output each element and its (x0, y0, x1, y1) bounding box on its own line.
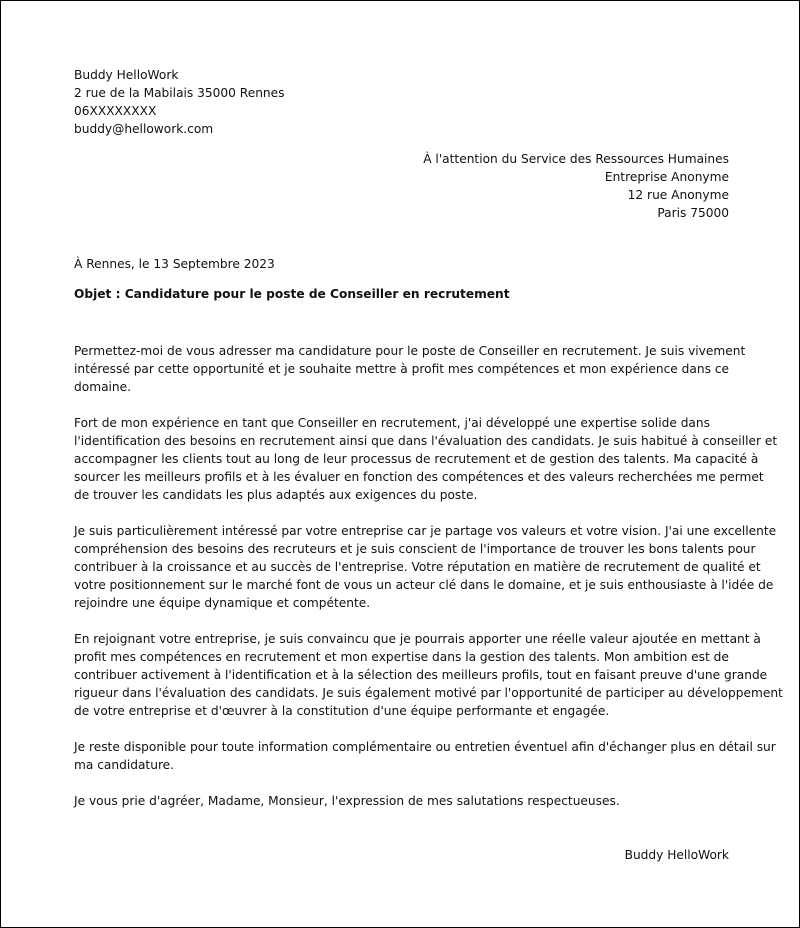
paragraph-line: Je reste disponible pour toute information complémentaire ou entretien éventuel afin d'échanger plus en détail sur (74, 740, 776, 754)
sender-name: Buddy HelloWork (74, 68, 179, 82)
paragraph (74, 630, 783, 720)
paragraph-line: de votre entreprise et d'œuvrer à la constitution d'une équipe performante et engagée. (74, 704, 610, 718)
paragraph-line: Je vous prie d'agréer, Madame, Monsieur, l'expression de mes salutations respectueuses. (74, 794, 620, 808)
paragraph (74, 738, 776, 774)
paragraph-line: Je suis particulièrement intéressé par votre entreprise car je partage vos valeurs et votre vision. J'ai une excellente (74, 524, 777, 538)
signature: Buddy HelloWork (624, 848, 729, 862)
letter-body (74, 342, 783, 828)
paragraph (74, 522, 777, 612)
paragraph-line: compréhension des besoins des recruteurs et je suis conscient de l'importance de trouver les bons talents pour (74, 542, 756, 556)
recipient-block (74, 150, 729, 222)
paragraph-line: ma candidature. (74, 758, 175, 772)
sender-phone: 06XXXXXXXX (74, 104, 157, 118)
sender-block (74, 66, 729, 138)
paragraph-line: rigueur dans l'évaluation des candidats. Je suis également motivé par l'opportunité de participer au développement (74, 686, 783, 700)
paragraph-line: domaine. (74, 380, 132, 394)
paragraph-line: Permettez-moi de vous adresser ma candidature pour le poste de Conseiller en recrutement. Je suis vivement (74, 344, 746, 358)
paragraph-line: votre positionnement sur le marché font de vous un acteur clé dans le domaine, et je suis enthousiaste à l'idée de (74, 578, 774, 592)
recipient-street: 12 rue Anonyme (627, 188, 729, 202)
subject-line: Objet : Candidature pour le poste de Conseiller en recrutement (74, 287, 510, 301)
paragraph (74, 792, 729, 810)
paragraph-line: profit mes compétences en recrutement et mon expertise dans la gestion des talents. Mon ambition est de (74, 650, 729, 664)
paragraph-line: contribuer activement à l'identification et à la sélection des meilleurs profils, tout en faisant preuve d'une grande (74, 668, 768, 682)
sender-email: buddy@hellowork.com (74, 122, 214, 136)
paragraph-line: Fort de mon expérience en tant que Conseiller en recrutement, j'ai développé une expertise solide dans (74, 416, 710, 430)
recipient-city: Paris 75000 (657, 206, 729, 220)
recipient-company: Entreprise Anonyme (604, 170, 729, 184)
paragraph-line: intéressé par cette opportunité et je souhaite mettre à profit mes compétences et mon expérience dans ce (74, 362, 730, 376)
paragraph-line: de trouver les candidats les plus adaptés aux exigences du poste. (74, 488, 478, 502)
paragraph-line: accompagner les clients tout au long de leur processus de recrutement et de gestion des talents. Ma capacité à (74, 452, 759, 466)
date-line: À Rennes, le 13 Septembre 2023 (74, 257, 275, 271)
sender-address: 2 rue de la Mabilais 35000 Rennes (74, 86, 285, 100)
paragraph-line: rejoindre une équipe dynamique et compétente. (74, 596, 371, 610)
recipient-attention: À l'attention du Service des Ressources Humaines (423, 152, 729, 166)
paragraph-line: En rejoignant votre entreprise, je suis convaincu que je pourrais apporter une réelle valeur ajoutée en mettant à (74, 632, 761, 646)
paragraph-line: l'identification des besoins en recrutement ainsi que dans l'évaluation des candidats. Je suis habitué à conseiller et (74, 434, 778, 448)
paragraph (74, 342, 746, 396)
paragraph-line: contribuer à la croissance et au succès de l'entreprise. Votre réputation en matière de recrutement de qualité et (74, 560, 761, 574)
paragraph (74, 414, 778, 504)
paragraph-line: sourcer les meilleurs profils et à les évaluer en fonction des compétences et des valeurs recherchées me permet (74, 470, 764, 484)
